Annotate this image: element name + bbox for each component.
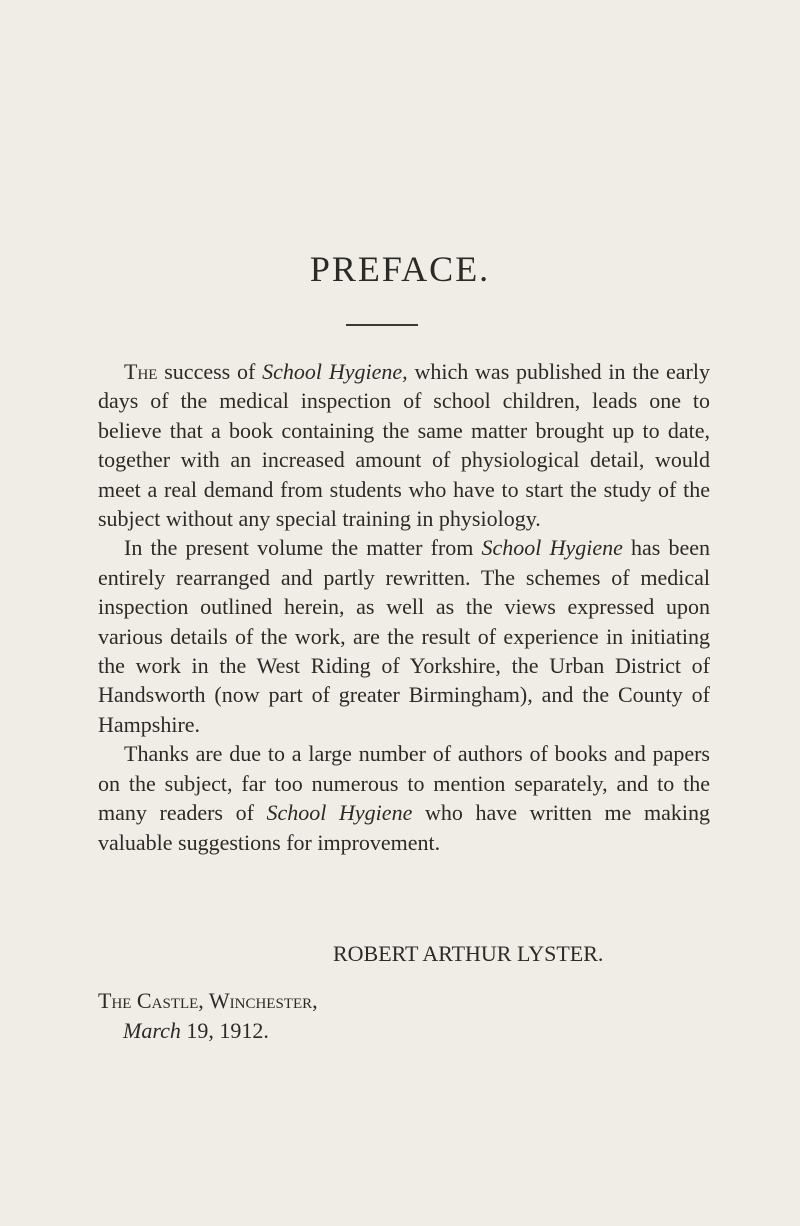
page-title: PREFACE. bbox=[309, 249, 491, 289]
address-date bbox=[98, 1016, 318, 1046]
title-divider bbox=[346, 324, 418, 326]
address-block bbox=[98, 986, 318, 1046]
address-place: The Castle, Winchester, bbox=[98, 988, 318, 1013]
book-title-reference: School Hygiene bbox=[266, 800, 413, 826]
paragraph-1: The success of School Hygiene, which was published in the early days of the medical inspection of school children, leads one to believe that a book containing the same matter brought up to date, together with an increased amount of physiological detail, would meet a real demand from students who have to start the study of the subject without any special training in physiology. bbox=[98, 359, 710, 532]
preface-body bbox=[98, 357, 710, 857]
paragraph-lead: The bbox=[124, 359, 158, 384]
date-month: March bbox=[123, 1018, 181, 1043]
paragraph-3: Thanks are due to a large number of authors of books and papers on the subject, far too numerous to mention separately, and to the many readers of School Hygiene who have written me making valuable suggestions for improvement. bbox=[98, 741, 710, 855]
paragraph-2: In the present volume the matter from School Hygiene has been entirely rearranged and partly rewritten. The schemes of medical inspection outlined herein, as well as the views expressed upon various details of the work, are the result of experience in initiating the work in the West Riding of Yorkshire, the Urban District of Handsworth (now part of greater Birmingham), and the County of Hampshire. bbox=[98, 535, 710, 737]
book-title-reference: School Hygiene bbox=[481, 535, 623, 561]
date-rest: 19, 1912. bbox=[180, 1018, 269, 1043]
author-name: ROBERT ARTHUR LYSTER. bbox=[333, 941, 604, 966]
book-title-reference: School Hygiene, bbox=[262, 359, 408, 384]
